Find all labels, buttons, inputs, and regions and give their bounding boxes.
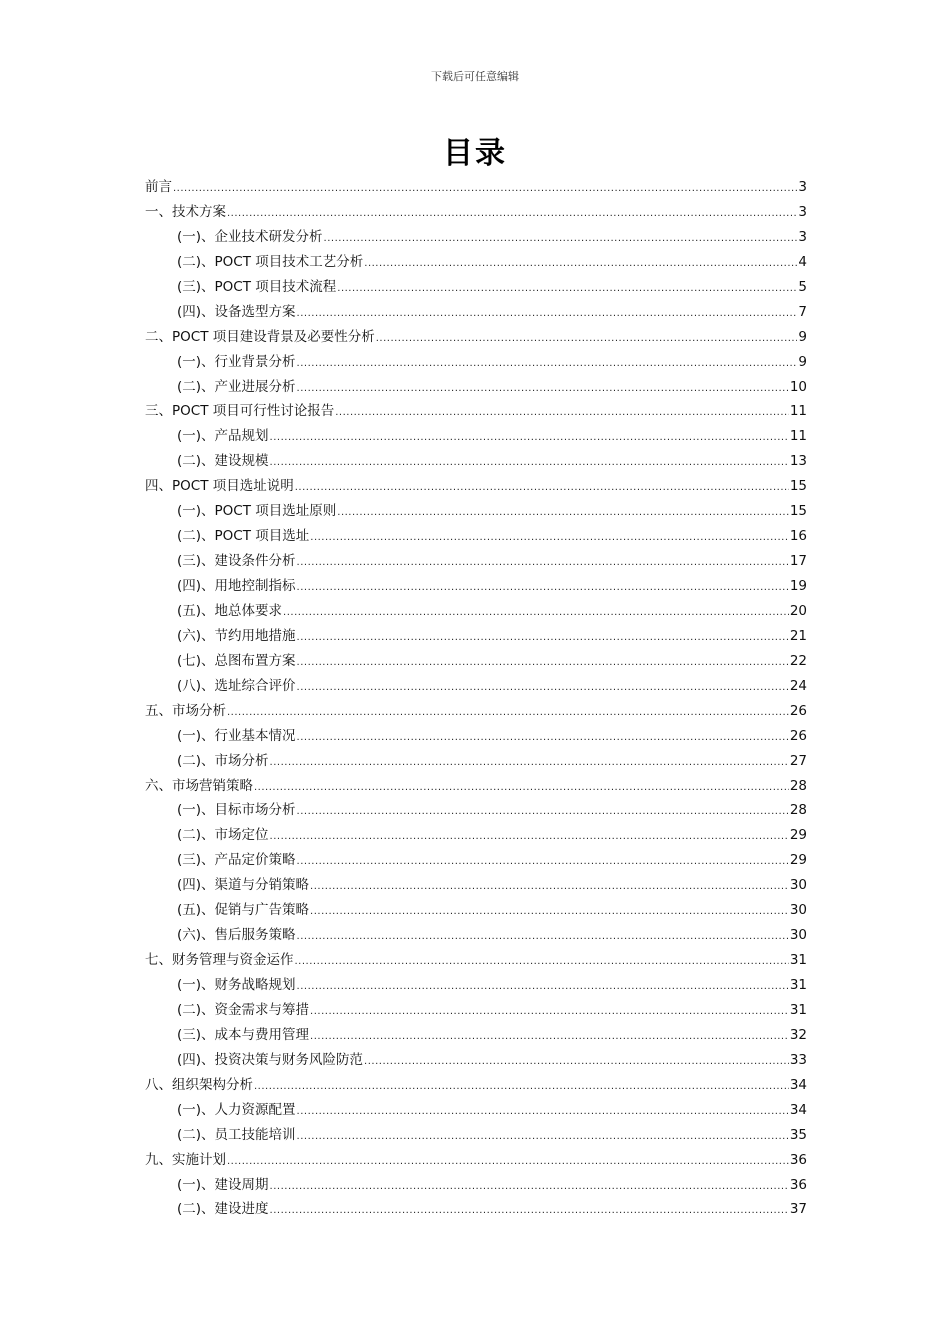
toc-entry-label: 三、POCT 项目可行性讨论报告	[145, 403, 335, 420]
dot-leader	[297, 800, 789, 825]
dot-leader	[310, 1000, 789, 1025]
toc-entry-page-number: 15	[789, 503, 807, 520]
dot-leader	[297, 1100, 789, 1125]
toc-entry-page-number: 32	[789, 1026, 807, 1043]
dot-leader	[227, 202, 797, 227]
dot-leader	[270, 426, 789, 451]
dot-leader	[310, 1025, 789, 1050]
toc-entry[interactable]	[145, 524, 807, 549]
toc-entry[interactable]	[145, 350, 807, 375]
toc-entry-label: (三)、成本与费用管理	[177, 1026, 310, 1043]
toc-entry[interactable]	[145, 798, 807, 823]
dot-leader	[270, 1199, 789, 1224]
toc-entry-label: (五)、地总体要求	[177, 602, 283, 619]
toc-entry[interactable]	[145, 674, 807, 699]
toc-entry[interactable]	[145, 225, 807, 250]
toc-entry[interactable]	[145, 599, 807, 624]
toc-entry-page-number: 3	[798, 179, 807, 195]
toc-entry-page-number: 31	[789, 952, 807, 969]
toc-entry-label: (一)、财务战略规划	[177, 977, 296, 993]
dot-leader	[297, 576, 789, 601]
toc-entry-label: (三)、POCT 项目技术流程	[177, 278, 337, 295]
toc-entry-label: (一)、产品规划	[177, 428, 269, 445]
toc-entry-label: (二)、市场定位	[177, 827, 269, 844]
toc-entry-label: 一、技术方案	[145, 203, 226, 220]
toc-entry[interactable]	[145, 424, 807, 449]
toc-entry-page-number: 27	[789, 752, 807, 769]
toc-entry-label: (六)、节约用地措施	[177, 627, 296, 644]
toc-entry-label: 八、组织架构分析	[145, 1076, 253, 1093]
dot-leader	[297, 352, 798, 377]
toc-entry-page-number: 30	[789, 927, 807, 944]
dot-leader	[297, 302, 798, 327]
dot-leader	[254, 776, 789, 801]
toc-entry-label: (二)、POCT 项目技术工艺分析	[177, 253, 364, 270]
dot-leader	[283, 601, 789, 626]
dot-leader	[376, 327, 798, 352]
toc-entry-page-number: 11	[789, 428, 807, 445]
toc-entry[interactable]	[145, 1123, 807, 1148]
dot-leader	[310, 900, 789, 925]
toc-entry-label: (三)、建设条件分析	[177, 553, 296, 570]
toc-entry-page-number: 20	[789, 602, 807, 619]
toc-entry-page-number: 21	[789, 627, 807, 644]
dot-leader	[297, 975, 789, 1000]
dot-leader	[254, 1075, 789, 1100]
toc-entry[interactable]	[145, 250, 807, 275]
toc-entry[interactable]	[145, 823, 807, 848]
dot-leader	[227, 701, 789, 726]
toc-entry-label: (二)、产业进展分析	[177, 378, 296, 395]
toc-entry-label: (七)、总图布置方案	[177, 652, 296, 669]
toc-entry-page-number: 34	[789, 1101, 807, 1118]
toc-entry-page-number: 4	[798, 253, 807, 270]
toc-entry-page-number: 13	[789, 453, 807, 470]
toc-entry[interactable]	[145, 200, 807, 225]
toc-entry-label: (一)、POCT 项目选址原则	[177, 503, 337, 520]
toc-entry-page-number: 9	[798, 353, 807, 370]
dot-leader	[295, 476, 789, 501]
toc-entry-page-number: 26	[789, 702, 807, 719]
toc-entry-page-number: 28	[789, 802, 807, 819]
dot-leader	[270, 751, 789, 776]
toc-entry[interactable]	[145, 325, 807, 350]
toc-entry[interactable]	[145, 399, 807, 424]
toc-entry-page-number: 19	[789, 578, 807, 594]
toc-entry-page-number: 22	[789, 652, 807, 669]
toc-entry[interactable]	[145, 873, 807, 898]
toc-entry[interactable]	[145, 1073, 807, 1098]
toc-entry-label: (一)、目标市场分析	[177, 802, 296, 819]
toc-entry-label: (一)、企业技术研发分析	[177, 228, 323, 245]
toc-entry[interactable]	[145, 948, 807, 973]
dot-leader	[173, 177, 797, 202]
toc-entry-label: (四)、渠道与分销策略	[177, 877, 310, 894]
toc-entry-label: (二)、POCT 项目选址	[177, 528, 310, 545]
dot-leader	[270, 825, 789, 850]
toc-entry-label: 五、市场分析	[145, 702, 226, 719]
dot-leader	[270, 1175, 789, 1200]
toc-entry[interactable]	[145, 848, 807, 873]
toc-entry-label: (五)、促销与广告策略	[177, 902, 310, 919]
toc-entry-page-number: 34	[789, 1076, 807, 1093]
toc-entry-page-number: 29	[789, 852, 807, 869]
toc-entry-label: (四)、投资决策与财务风险防范	[177, 1051, 364, 1068]
toc-entry[interactable]	[145, 624, 807, 649]
toc-entry-label: (二)、资金需求与筹措	[177, 1001, 310, 1018]
toc-entry[interactable]	[145, 898, 807, 923]
dot-leader	[337, 501, 789, 526]
dot-leader	[297, 551, 789, 576]
toc-entry[interactable]	[145, 375, 807, 400]
toc-entry-page-number: 7	[798, 303, 807, 320]
dot-leader	[297, 850, 789, 875]
toc-entry-page-number: 35	[789, 1126, 807, 1143]
toc-entry-page-number: 3	[798, 228, 807, 245]
dot-leader	[227, 1150, 789, 1175]
toc-entry-label: (一)、行业背景分析	[177, 353, 296, 370]
toc-entry-page-number: 5	[798, 278, 807, 295]
toc-entry-page-number: 36	[789, 1151, 807, 1168]
dot-leader	[297, 925, 789, 950]
header-note: 下载后可任意编辑	[431, 70, 519, 83]
toc-entry[interactable]	[145, 774, 807, 799]
toc-entry[interactable]	[145, 574, 807, 599]
toc-entry[interactable]	[145, 1048, 807, 1073]
toc-entry-page-number: 30	[789, 877, 807, 894]
toc-entry-label: (六)、售后服务策略	[177, 927, 296, 944]
toc-entry[interactable]	[145, 499, 807, 524]
dot-leader	[297, 726, 789, 751]
toc-entry-label: 二、POCT 项目建设背景及必要性分析	[145, 328, 375, 345]
table-of-contents	[145, 175, 807, 1222]
toc-entry-label: (四)、设备选型方案	[177, 303, 296, 320]
toc-entry-page-number: 31	[789, 1001, 807, 1018]
toc-entry-label: (二)、市场分析	[177, 752, 269, 769]
toc-entry-label: (四)、用地控制指标	[177, 578, 296, 594]
dot-leader	[270, 451, 789, 476]
toc-entry[interactable]	[145, 175, 807, 200]
dot-leader	[297, 626, 789, 651]
toc-entry-label: 九、实施计划	[145, 1151, 226, 1168]
toc-entry-label: (一)、建设周期	[177, 1176, 269, 1193]
dot-leader	[310, 875, 789, 900]
toc-entry-page-number: 37	[789, 1201, 807, 1218]
toc-entry[interactable]	[145, 973, 807, 998]
toc-entry[interactable]	[145, 300, 807, 325]
toc-entry-page-number: 11	[789, 403, 807, 420]
toc-entry[interactable]	[145, 449, 807, 474]
dot-leader	[297, 651, 789, 676]
toc-entry[interactable]	[145, 1023, 807, 1048]
toc-entry[interactable]	[145, 1098, 807, 1123]
dot-leader	[337, 277, 797, 302]
toc-entry-label: (一)、人力资源配置	[177, 1101, 296, 1118]
toc-entry[interactable]	[145, 474, 807, 499]
toc-entry-label: 七、财务管理与资金运作	[145, 952, 294, 969]
toc-entry-page-number: 30	[789, 902, 807, 919]
toc-entry-label: 前言	[145, 179, 172, 195]
toc-entry-label: (三)、产品定价策略	[177, 852, 296, 869]
toc-entry-page-number: 29	[789, 827, 807, 844]
toc-entry-label: 四、POCT 项目选址说明	[145, 478, 294, 495]
toc-entry-label: (八)、选址综合评价	[177, 677, 296, 694]
toc-entry-page-number: 28	[789, 777, 807, 794]
dot-leader	[310, 526, 789, 551]
toc-entry-page-number: 3	[798, 203, 807, 220]
toc-entry-page-number: 15	[789, 478, 807, 495]
toc-entry-page-number: 10	[789, 378, 807, 395]
dot-leader	[364, 252, 797, 277]
toc-entry-page-number: 36	[789, 1176, 807, 1193]
toc-entry-label: 六、市场营销策略	[145, 777, 253, 794]
dot-leader	[364, 1050, 789, 1075]
toc-entry[interactable]	[145, 1173, 807, 1198]
dot-leader	[324, 227, 798, 252]
toc-entry-page-number: 26	[789, 727, 807, 744]
toc-entry[interactable]	[145, 749, 807, 774]
toc-entry-page-number: 24	[789, 677, 807, 694]
toc-entry-page-number: 31	[789, 977, 807, 993]
toc-entry[interactable]	[145, 275, 807, 300]
toc-entry-label: (二)、建设进度	[177, 1201, 269, 1218]
toc-entry-label: (二)、建设规模	[177, 453, 269, 470]
toc-entry[interactable]	[145, 1197, 807, 1222]
toc-entry[interactable]	[145, 699, 807, 724]
toc-entry[interactable]	[145, 923, 807, 948]
toc-entry-page-number: 33	[789, 1051, 807, 1068]
dot-leader	[297, 1125, 789, 1150]
toc-entry[interactable]	[145, 998, 807, 1023]
toc-entry-page-number: 9	[798, 328, 807, 345]
toc-entry-label: (一)、行业基本情况	[177, 727, 296, 744]
toc-entry[interactable]	[145, 649, 807, 674]
toc-entry-page-number: 16	[789, 528, 807, 545]
toc-title: 目录	[443, 136, 507, 171]
toc-entry[interactable]	[145, 724, 807, 749]
dot-leader	[297, 377, 789, 402]
toc-entry-page-number: 17	[789, 553, 807, 570]
toc-entry-label: (二)、员工技能培训	[177, 1126, 296, 1143]
toc-entry[interactable]	[145, 1148, 807, 1173]
toc-entry[interactable]	[145, 549, 807, 574]
dot-leader	[335, 401, 789, 426]
dot-leader	[297, 676, 789, 701]
dot-leader	[295, 950, 789, 975]
